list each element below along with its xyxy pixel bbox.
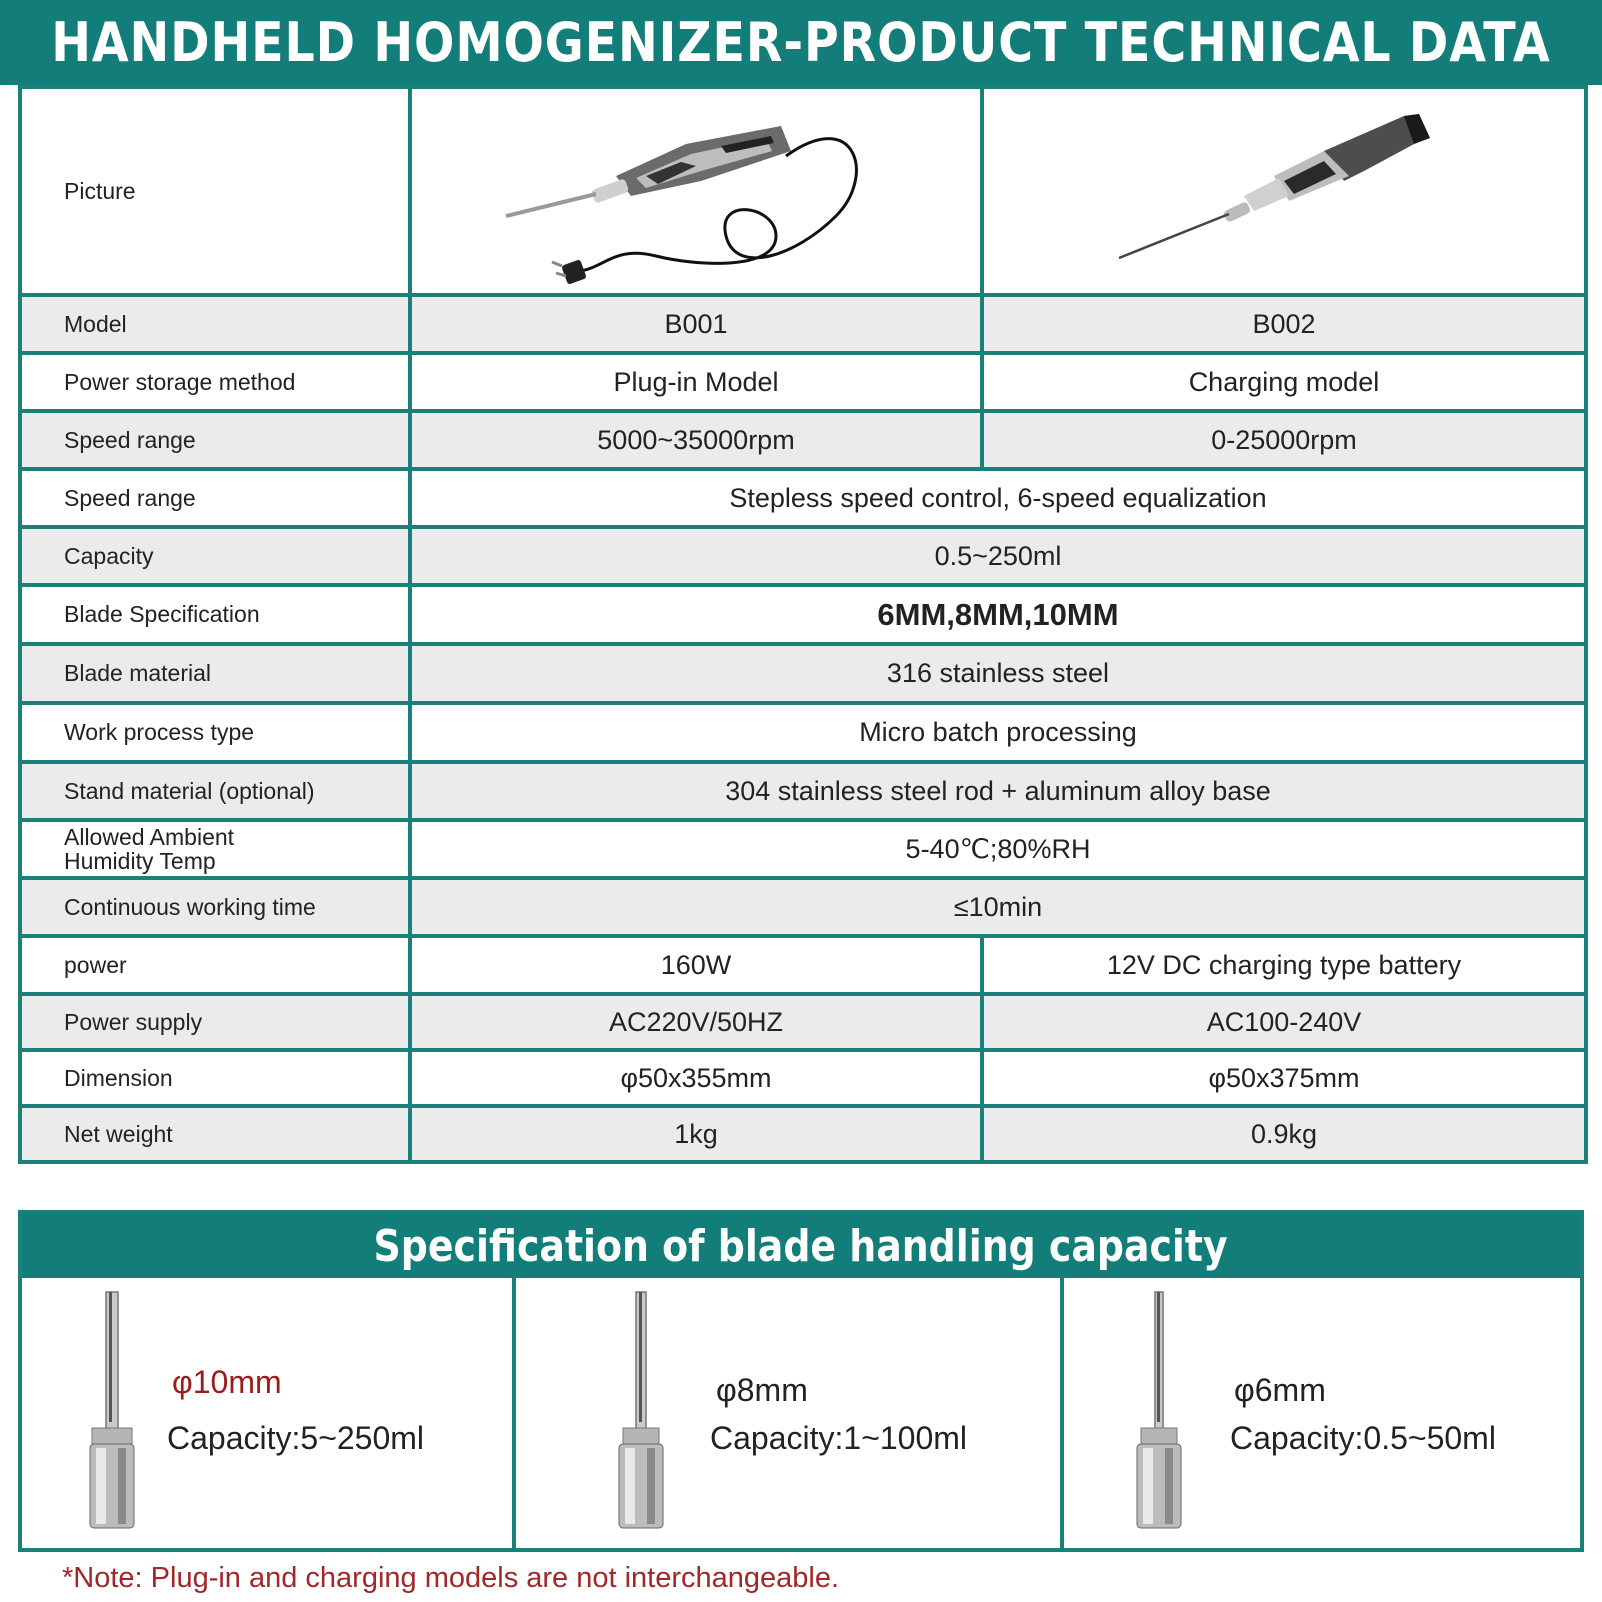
continuous-label: Continuous working time xyxy=(20,878,410,936)
blade-10mm-size: φ10mm xyxy=(172,1364,282,1400)
table-row xyxy=(20,644,1586,703)
blade-row xyxy=(22,1278,1580,1548)
continuous-value: ≤10min xyxy=(410,878,1586,936)
blade-card-8mm xyxy=(512,1278,1060,1548)
power-storage-label: Power storage method xyxy=(20,353,410,411)
dimension-label: Dimension xyxy=(20,1050,410,1106)
blade-8mm-image xyxy=(611,1288,671,1538)
work-process-label: Work process type xyxy=(20,703,410,762)
ambient-value: 5-40℃;80%RH xyxy=(410,820,1586,878)
power-b002: 12V DC charging type battery xyxy=(982,936,1586,994)
table-row xyxy=(20,295,1586,353)
net-weight-label: Net weight xyxy=(20,1106,410,1162)
ambient-label-line1: Allowed Ambient xyxy=(64,824,235,850)
footnote: *Note: Plug-in and charging models are not interchangeable. xyxy=(62,1562,840,1594)
blade-8mm-capacity: Capacity:1~100ml xyxy=(710,1420,968,1456)
power-storage-b001: Plug-in Model xyxy=(410,353,982,411)
blade-10mm-capacity: Capacity:5~250ml xyxy=(167,1420,425,1456)
blade-card-10mm xyxy=(22,1278,512,1548)
speed-control-value: Stepless speed control, 6-speed equalization xyxy=(410,469,1586,527)
power-supply-b002: AC100-240V xyxy=(982,994,1586,1050)
power-b001: 160W xyxy=(410,936,982,994)
charging-homogenizer-image xyxy=(1074,96,1494,286)
blade-8mm-size: φ8mm xyxy=(716,1372,808,1408)
model-b002: B002 xyxy=(982,295,1586,353)
table-row xyxy=(20,527,1586,585)
blade-10mm-image xyxy=(82,1288,142,1538)
table-row xyxy=(20,1050,1586,1106)
speed-range-label: Speed range xyxy=(20,411,410,469)
dimension-b001: φ50x355mm xyxy=(410,1050,982,1106)
plug-in-homogenizer-image xyxy=(496,96,896,286)
blade-6mm-capacity: Capacity:0.5~50ml xyxy=(1230,1420,1496,1456)
blade-spec-value: 6MM,8MM,10MM xyxy=(410,585,1586,644)
speed-range-b001: 5000~35000rpm xyxy=(410,411,982,469)
net-weight-b002: 0.9kg xyxy=(982,1106,1586,1162)
ambient-label xyxy=(20,820,410,878)
blade-capacity-section xyxy=(18,1210,1584,1552)
blade-6mm-image xyxy=(1129,1288,1189,1538)
b002-picture xyxy=(982,87,1586,295)
model-label: Model xyxy=(20,295,410,353)
table-row xyxy=(20,820,1586,878)
table-row xyxy=(20,585,1586,644)
power-label: power xyxy=(20,936,410,994)
table-row xyxy=(20,411,1586,469)
table-row xyxy=(20,762,1586,820)
net-weight-b001: 1kg xyxy=(410,1106,982,1162)
speed-range-b002: 0-25000rpm xyxy=(982,411,1586,469)
power-storage-b002: Charging model xyxy=(982,353,1586,411)
page-title: HANDHELD HOMOGENIZER-PRODUCT TECHNICAL DATA xyxy=(51,11,1551,74)
b001-picture xyxy=(410,87,982,295)
table-row xyxy=(20,994,1586,1050)
speed-control-label: Speed range xyxy=(20,469,410,527)
table-row xyxy=(20,87,1586,295)
table-row xyxy=(20,936,1586,994)
ambient-label-line2: Humidity Temp xyxy=(64,848,216,874)
picture-label: Picture xyxy=(20,87,410,295)
work-process-value: Micro batch processing xyxy=(410,703,1586,762)
table-row xyxy=(20,878,1586,936)
power-supply-label: Power supply xyxy=(20,994,410,1050)
blade-card-6mm xyxy=(1060,1278,1580,1548)
blade-spec-label: Blade Specification xyxy=(20,585,410,644)
power-supply-b001: AC220V/50HZ xyxy=(410,994,982,1050)
blade-section-banner xyxy=(22,1214,1580,1278)
capacity-value: 0.5~250ml xyxy=(410,527,1586,585)
table-row xyxy=(20,703,1586,762)
model-b001: B001 xyxy=(410,295,982,353)
capacity-label: Capacity xyxy=(20,527,410,585)
dimension-b002: φ50x375mm xyxy=(982,1050,1586,1106)
blade-section-title: Specification of blade handling capacity xyxy=(373,1220,1229,1272)
stand-material-label: Stand material (optional) xyxy=(20,762,410,820)
title-banner xyxy=(0,0,1602,85)
table-row xyxy=(20,469,1586,527)
blade-material-value: 316 stainless steel xyxy=(410,644,1586,703)
table-row xyxy=(20,1106,1586,1162)
spec-table xyxy=(18,85,1588,1164)
blade-6mm-size: φ6mm xyxy=(1234,1372,1326,1408)
blade-material-label: Blade material xyxy=(20,644,410,703)
stand-material-value: 304 stainless steel rod + aluminum alloy base xyxy=(410,762,1586,820)
table-row xyxy=(20,353,1586,411)
